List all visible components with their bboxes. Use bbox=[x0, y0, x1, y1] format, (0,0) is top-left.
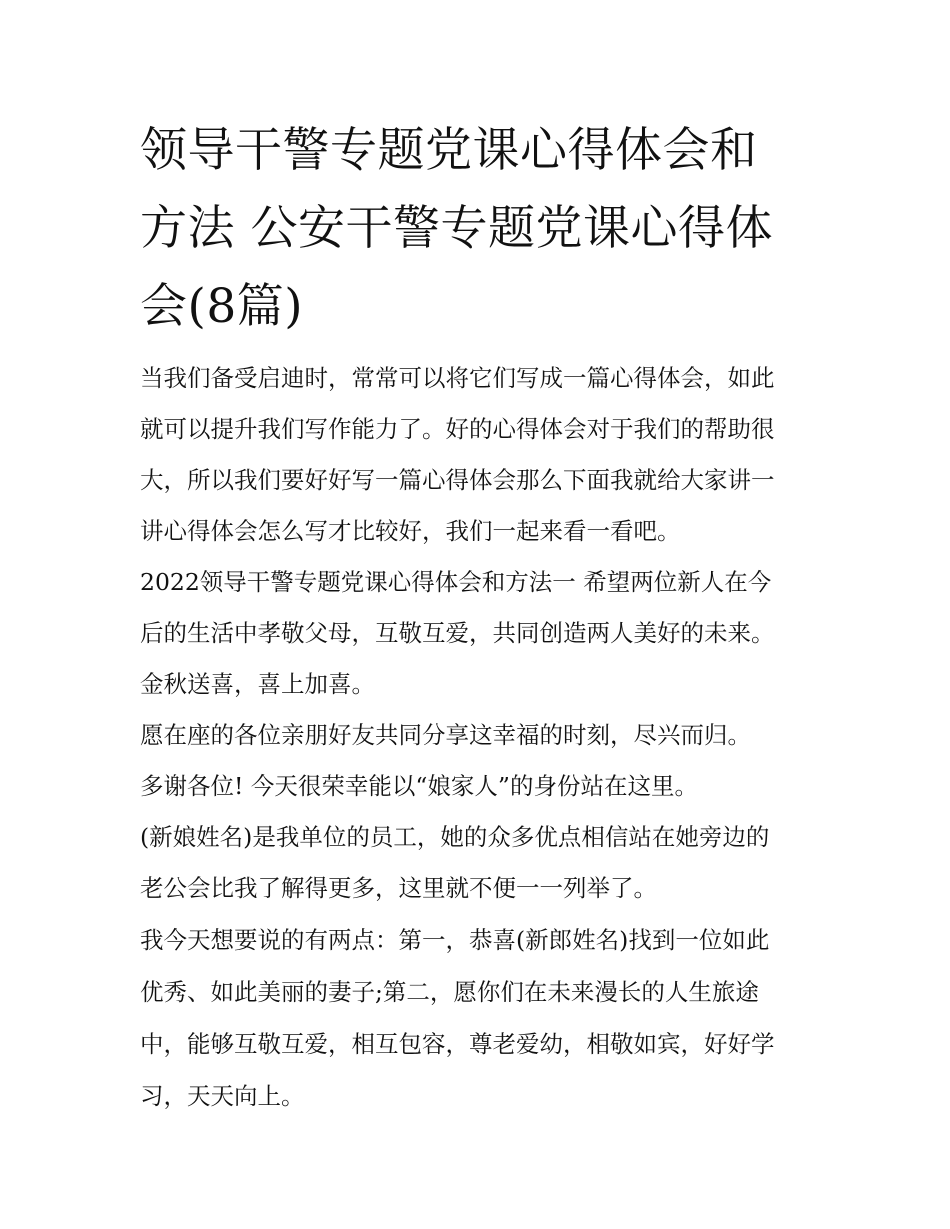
body-line: 愿在座的各位亲朋好友共同分享这幸福的时刻，尽兴而归。 bbox=[140, 721, 751, 749]
body-line: 多谢各位! 今天很荣幸能以“娘家人”的身份站在这里。 bbox=[140, 772, 698, 800]
body-line: 习，天天向上。 bbox=[140, 1082, 305, 1110]
body-line: (新娘姓名)是我单位的员工，她的众多优点相信站在她旁边的 bbox=[140, 823, 770, 851]
body-line: 金秋送喜，喜上加喜。 bbox=[140, 670, 375, 698]
body-line: 当我们备受启迪时，常常可以将它们写成一篇心得体会，如此 bbox=[140, 364, 775, 392]
body-line: 讲心得体会怎么写才比较好，我们一起来看一看吧。 bbox=[140, 517, 681, 545]
body-line: 后的生活中孝敬父母，互敬互爱，共同创造两人美好的未来。 bbox=[140, 619, 775, 647]
body-line: 中，能够互敬互爱，相互包容，尊老爱幼，相敬如宾，好好学 bbox=[140, 1030, 775, 1058]
body-line: 就可以提升我们写作能力了。好的心得体会对于我们的帮助很 bbox=[140, 415, 775, 443]
body-line: 2022领导干警专题党课心得体会和方法一 希望两位新人在今 bbox=[140, 568, 772, 596]
title-line: 领导干警专题党课心得体会和 bbox=[140, 123, 758, 178]
body-line: 优秀、如此美丽的妻子;第二，愿你们在未来漫长的人生旅途 bbox=[140, 978, 759, 1006]
document-title bbox=[140, 112, 820, 346]
title-line: 会(8篇) bbox=[140, 279, 304, 334]
title-line: 方法 公安干警专题党课心得体 bbox=[140, 201, 773, 256]
body-line: 老公会比我了解得更多，这里就不便一一列举了。 bbox=[140, 874, 657, 902]
document-body bbox=[140, 353, 820, 1122]
body-line: 大，所以我们要好好写一篇心得体会那么下面我就给大家讲一 bbox=[140, 466, 775, 494]
body-line: 我今天想要说的有两点：第一，恭喜(新郎姓名)找到一位如此 bbox=[140, 926, 770, 954]
